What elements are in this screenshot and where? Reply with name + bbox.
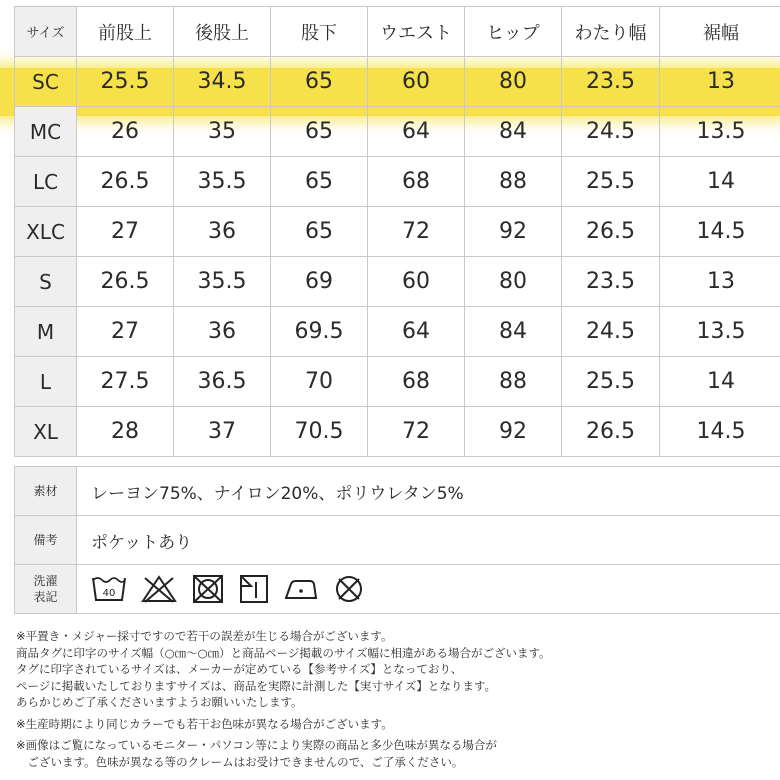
material-value: レーヨン75%、ナイロン20%、ポリウレタン5%: [77, 467, 780, 516]
note-line: ございます。色味が異なる等のクレームはお受けできませんので、ご了承ください。: [16, 754, 464, 769]
size-name-cell: S: [15, 257, 77, 307]
measurement-cell: 92: [465, 207, 562, 257]
measurement-cell: 26.5: [77, 257, 174, 307]
measurement-cell: 72: [368, 207, 465, 257]
measurement-cell: 25.5: [562, 357, 660, 407]
measurement-cell: 68: [368, 157, 465, 207]
header-hem-width: 裾幅: [660, 7, 780, 57]
size-name-cell: L: [15, 357, 77, 407]
measurement-cell: 64: [368, 307, 465, 357]
measurement-cell: 26.5: [77, 157, 174, 207]
care-row: [15, 565, 780, 614]
measurement-cell: 24.5: [562, 107, 660, 157]
measurement-cell: 69.5: [271, 307, 368, 357]
size-name-cell: MC: [15, 107, 77, 157]
size-name-cell: XL: [15, 407, 77, 457]
measurement-cell: 36.5: [174, 357, 271, 407]
size-name-cell: M: [15, 307, 77, 357]
measurement-cell: 70: [271, 357, 368, 407]
measurement-cell: 37: [174, 407, 271, 457]
measurement-cell: 34.5: [174, 57, 271, 107]
remarks-label: 備考: [15, 516, 77, 565]
measurement-cell: 84: [465, 107, 562, 157]
measurement-cell: 88: [465, 357, 562, 407]
measurement-cell: 70.5: [271, 407, 368, 457]
care-icons-cell: [77, 565, 780, 614]
measurement-cell: 23.5: [562, 257, 660, 307]
no-bleach-icon: [141, 574, 177, 604]
measurement-cell: 65: [271, 157, 368, 207]
measurement-cell: 88: [465, 157, 562, 207]
measurement-cell: 27.5: [77, 357, 174, 407]
measurement-cell: 72: [368, 407, 465, 457]
measurement-cell: 80: [465, 257, 562, 307]
size-table: [14, 6, 780, 457]
note-line: ※平置き・メジャー採寸ですので若干の誤差が生じる場合がございます。: [16, 629, 393, 643]
header-front-rise: 前股上: [77, 7, 174, 57]
care-label-line2: 表記: [33, 590, 58, 604]
care-label: [15, 565, 77, 614]
header-waist: ウエスト: [368, 7, 465, 57]
measurement-cell: 64: [368, 107, 465, 157]
table-row: [15, 257, 780, 307]
line-dry-shade-icon: [239, 574, 269, 604]
measurement-cell: 24.5: [562, 307, 660, 357]
measurement-cell: 65: [271, 207, 368, 257]
measurement-cell: 68: [368, 357, 465, 407]
remarks-row: [15, 516, 780, 565]
wash-40-icon: [91, 574, 127, 604]
size-table-header-row: [15, 7, 780, 57]
measurement-cell: 13.5: [660, 107, 780, 157]
measurement-cell: 60: [368, 57, 465, 107]
measurement-cell: 60: [368, 257, 465, 307]
table-row: [15, 357, 780, 407]
note-line: あらかじめご了承くださいますようお願いいたします。: [16, 695, 303, 709]
size-name-cell: LC: [15, 157, 77, 207]
measurement-cell: 35.5: [174, 157, 271, 207]
no-tumble-dry-icon: [191, 574, 225, 604]
note-line: ページに掲載いたしておりますサイズは、商品を実際に計測した【実寸サイズ】となります。: [16, 678, 497, 693]
table-row: [15, 307, 780, 357]
note-line: 商品タグに印字のサイズ幅（○㎝〜○㎝）と商品ページ掲載のサイズ幅に相違がある場合がございます。: [16, 645, 551, 660]
measurement-cell: 28: [77, 407, 174, 457]
table-row: [15, 157, 780, 207]
measurement-cell: 27: [77, 307, 174, 357]
material-label: 素材: [15, 467, 77, 516]
measurement-cell: 14: [660, 157, 780, 207]
note-line: ※生産時期により同じカラーでも若干お色味が異なる場合がございます。: [16, 716, 393, 731]
header-inseam: 股下: [271, 7, 368, 57]
measurement-cell: 27: [77, 207, 174, 257]
measurement-cell: 65: [271, 107, 368, 157]
note-line: タグに印字されているサイズは、メーカーが定めている【参考サイズ】となっており、: [16, 662, 463, 676]
measurement-cell: 25.5: [77, 57, 174, 107]
header-hip: ヒップ: [465, 7, 562, 57]
measurement-cell: 35.5: [174, 257, 271, 307]
measurement-cell: 36: [174, 207, 271, 257]
wash-temp-text: 40: [102, 588, 116, 599]
measurement-cell: 36: [174, 307, 271, 357]
measurement-cell: 26: [77, 107, 174, 157]
notes-block: [16, 628, 776, 770]
measurement-cell: 84: [465, 307, 562, 357]
material-row: [15, 467, 780, 516]
measurement-cell: 35: [174, 107, 271, 157]
measurement-cell: 23.5: [562, 57, 660, 107]
measurement-cell: 26.5: [562, 407, 660, 457]
size-name-cell: XLC: [15, 207, 77, 257]
care-label-line1: 洗濯: [33, 574, 58, 588]
table-row: [15, 207, 780, 257]
measurement-cell: 26.5: [562, 207, 660, 257]
measurement-cell: 92: [465, 407, 562, 457]
measurement-cell: 13.5: [660, 307, 780, 357]
measurement-cell: 14: [660, 357, 780, 407]
size-name-cell: SC: [15, 57, 77, 107]
measurement-cell: 13: [660, 257, 780, 307]
measurement-cell: 69: [271, 257, 368, 307]
table-row: [15, 407, 780, 457]
measurement-cell: 65: [271, 57, 368, 107]
remarks-value: ポケットあり: [77, 516, 780, 565]
measurement-cell: 13: [660, 57, 780, 107]
note-line: ※画像はご覧になっているモニター・パソコン等により実際の商品と多少色味が異なる場合が: [16, 738, 497, 752]
table-row: [15, 107, 780, 157]
measurement-cell: 14.5: [660, 407, 780, 457]
header-back-rise: 後股上: [174, 7, 271, 57]
info-table: [14, 466, 780, 614]
measurement-cell: 80: [465, 57, 562, 107]
header-size: サイズ: [15, 7, 77, 57]
measurement-cell: 25.5: [562, 157, 660, 207]
table-row: [15, 57, 780, 107]
iron-low-icon: [283, 574, 319, 604]
no-dry-clean-icon: [333, 574, 365, 604]
header-thigh-width: わたり幅: [562, 7, 660, 57]
measurement-cell: 14.5: [660, 207, 780, 257]
